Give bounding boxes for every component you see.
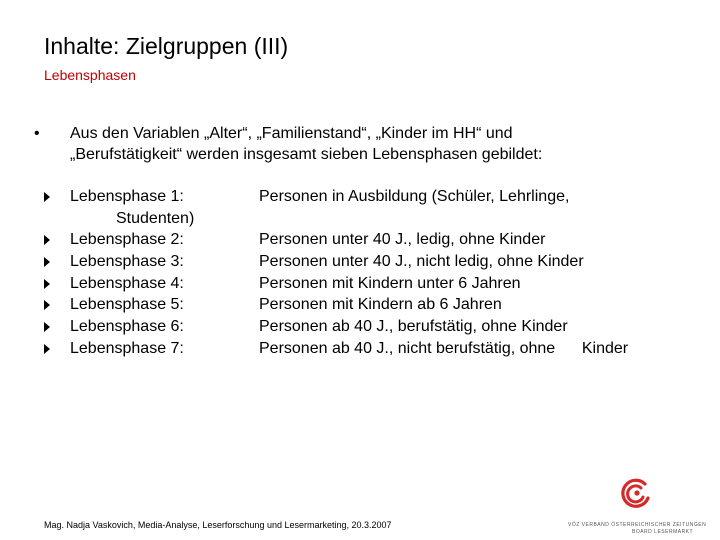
bullet-dot: • — [34, 125, 40, 142]
phase-label: Lebensphase 5: — [70, 296, 184, 314]
phase-label: Lebensphase 6: — [70, 318, 184, 336]
arrow-bullet-icon — [44, 322, 50, 332]
arrow-bullet-icon — [44, 257, 50, 267]
arrow-bullet-icon — [44, 235, 50, 245]
slide-subtitle: Lebensphasen — [44, 67, 136, 83]
phase-row — [44, 186, 684, 229]
phase-description: Personen in Ausbildung (Schüler, Lehrlinge, — [259, 188, 570, 205]
phase-label — [70, 186, 194, 229]
voez-logo-icon — [620, 476, 654, 512]
phase-label: Lebensphase 4: — [70, 274, 184, 292]
phase-label: Lebensphase 2: — [70, 231, 184, 249]
arrow-bullet-icon — [44, 279, 50, 289]
phase-label-text: Lebensphase 1: — [70, 188, 184, 205]
phase-description-continuation: Studenten) — [116, 209, 195, 227]
logo-text-line-1: VÖZ VERBAND ÖSTERREICHISCHER ZEITUNGEN — [568, 522, 707, 528]
phase-description: Personen mit Kindern unter 6 Jahren — [259, 274, 521, 292]
intro-line-2: „Berufstätigkeit“ werden insgesamt sieben Lebensphasen gebildet: — [70, 146, 543, 163]
phase-row — [44, 251, 684, 273]
phase-description: Personen unter 40 J., ledig, ohne Kinder — [259, 231, 546, 249]
phase-label: Lebensphase 3: — [70, 253, 184, 271]
phase-row — [44, 294, 684, 316]
phase-list — [44, 186, 684, 360]
logo-text-line-2: BOARD LESERMARKT — [632, 529, 694, 535]
phase-description: Personen unter 40 J., nicht ledig, ohne Kinder — [259, 253, 584, 271]
phase-label: Lebensphase 7: — [70, 339, 184, 357]
arrow-bullet-icon — [44, 192, 50, 202]
arrow-bullet-icon — [44, 344, 50, 354]
phase-description: Personen mit Kindern ab 6 Jahren — [259, 296, 502, 314]
voez-logo — [562, 476, 712, 536]
phase-description: Personen ab 40 J., berufstätig, ohne Kinder — [259, 318, 568, 336]
slide-title: Inhalte: Zielgruppen (III) — [44, 33, 289, 59]
phase-row — [44, 338, 684, 360]
intro-text — [70, 123, 670, 165]
arrow-bullet-icon — [44, 300, 50, 310]
phase-row — [44, 273, 684, 295]
footer-credit: Mag. Nadja Vaskovich, Media-Analyse, Leserforschung und Lesermarketing, 20.3.2007 — [44, 520, 392, 530]
intro-line-1: Aus den Variablen „Alter“, „Familienstand“, „Kinder im HH“ und — [70, 125, 513, 142]
phase-row — [44, 229, 684, 251]
phase-description: Personen ab 40 J., nicht berufstätig, ohne Kinder — [259, 339, 629, 357]
phase-row — [44, 316, 684, 338]
